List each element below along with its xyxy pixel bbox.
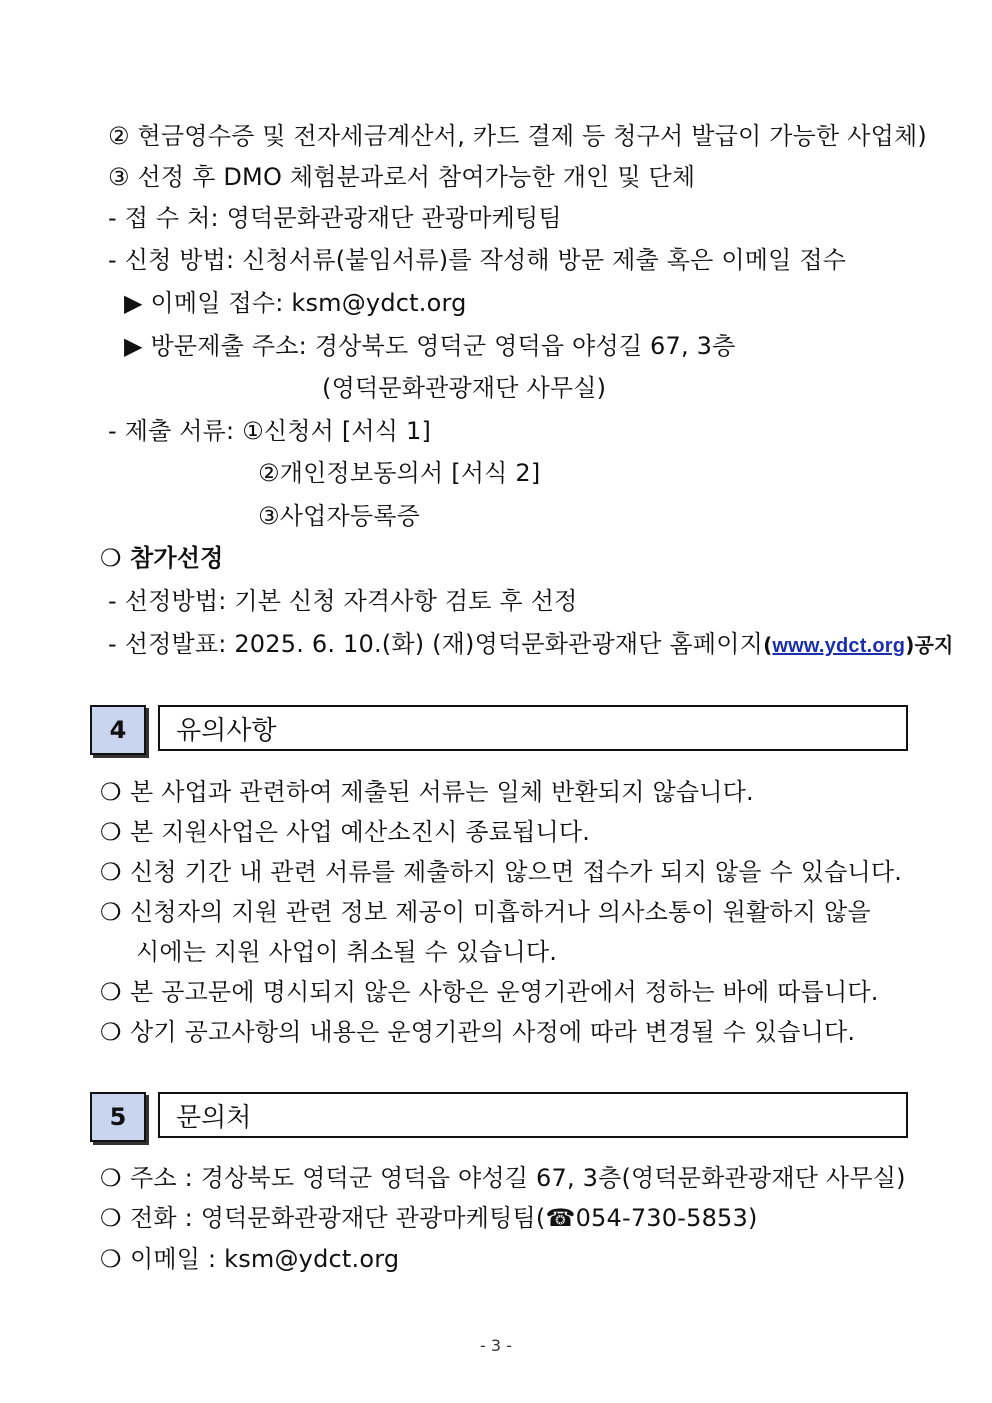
- eligibility-item-3: ③ 선정 후 DMO 체험분과로서 참여가능한 개인 및 단체: [108, 163, 696, 191]
- selection-method: - 선정방법: 기본 신청 자격사항 검토 후 선정: [108, 587, 578, 615]
- circle-bullet-icon: ❍: [100, 1018, 122, 1046]
- section-5-title: 문의처: [158, 1092, 908, 1138]
- selection-announcement: [108, 624, 954, 659]
- circle-bullet-icon: ❍: [100, 898, 122, 926]
- reception-office: - 접 수 처: 영덕문화관광재단 관광마케팅팀: [108, 204, 562, 232]
- contact-email: ❍ 이메일 : ksm@ydct.org: [100, 1245, 400, 1273]
- notice-item-2: ❍ 본 지원사업은 사업 예산소진시 종료됩니다.: [100, 818, 591, 846]
- submission-docs: - 제출 서류: ①신청서 [서식 1]: [108, 417, 432, 445]
- notice-item-6: ❍ 상기 공고사항의 내용은 운영기관의 사정에 따라 변경될 수 있습니다.: [100, 1018, 856, 1046]
- section-4-title: 유의사항: [158, 705, 908, 751]
- circle-bullet-icon: ❍: [100, 818, 122, 846]
- notice-item-4-cont: 시에는 지원 사업이 취소될 수 있습니다.: [136, 938, 558, 966]
- announcement-text: - 선정발표: 2025. 6. 10.(화) (재)영덕문화관광재단 홈페이지: [108, 630, 764, 658]
- submission-doc-3: ③사업자등록증: [258, 502, 421, 530]
- notice-item-5: ❍ 본 공고문에 명시되지 않은 사항은 운영기관에서 정하는 바에 따릅니다.: [100, 978, 879, 1006]
- contact-phone: ❍ 전화 : 영덕문화관광재단 관광마케팅팀(☎054-730-5853): [100, 1204, 758, 1232]
- notice-item-1: ❍ 본 사업과 관련하여 제출된 서류는 일체 반환되지 않습니다.: [100, 778, 754, 806]
- homepage-link[interactable]: www.ydct.org: [772, 635, 906, 657]
- section-4-number: 4: [90, 705, 146, 755]
- selection-heading-text: 참가선정: [130, 544, 224, 572]
- submission-doc-2: ②개인정보동의서 [서식 2]: [258, 459, 541, 487]
- visit-office-note: (영덕문화관광재단 사무실): [322, 374, 607, 402]
- contact-address: ❍ 주소 : 경상북도 영덕군 영덕읍 야성길 67, 3층(영덕문화관광재단 사무실): [100, 1164, 906, 1192]
- notice-item-4: ❍ 신청자의 지원 관련 정보 제공이 미흡하거나 의사소통이 원활하지 않을: [100, 898, 871, 926]
- application-method: - 신청 방법: 신청서류(붙임서류)를 작성해 방문 제출 혹은 이메일 접수: [108, 246, 847, 274]
- circle-bullet-icon: ❍: [100, 1204, 122, 1232]
- email-submission: ▶ 이메일 접수: ksm@ydct.org: [124, 289, 467, 317]
- page-number: - 3 -: [480, 1336, 512, 1355]
- eligibility-item-2: ② 현금영수증 및 전자세금계산서, 카드 결제 등 청구서 발급이 가능한 사업체): [108, 122, 927, 150]
- circle-bullet-icon: ❍: [100, 858, 122, 886]
- circle-bullet-icon: ❍: [100, 778, 122, 806]
- section-5-number: 5: [90, 1092, 146, 1142]
- circle-bullet-icon: ❍: [100, 544, 122, 572]
- notice-item-3: ❍ 신청 기간 내 관련 서류를 제출하지 않으면 접수가 되지 않을 수 있습니다.: [100, 858, 903, 886]
- circle-bullet-icon: ❍: [100, 1245, 122, 1273]
- circle-bullet-icon: ❍: [100, 1164, 122, 1192]
- visit-submission-address: ▶ 방문제출 주소: 경상북도 영덕군 영덕읍 야성길 67, 3층: [124, 332, 736, 360]
- announcement-suffix: )공지: [905, 633, 954, 657]
- selection-heading: [100, 538, 224, 573]
- announcement-open-paren: (: [763, 633, 773, 657]
- circle-bullet-icon: ❍: [100, 978, 122, 1006]
